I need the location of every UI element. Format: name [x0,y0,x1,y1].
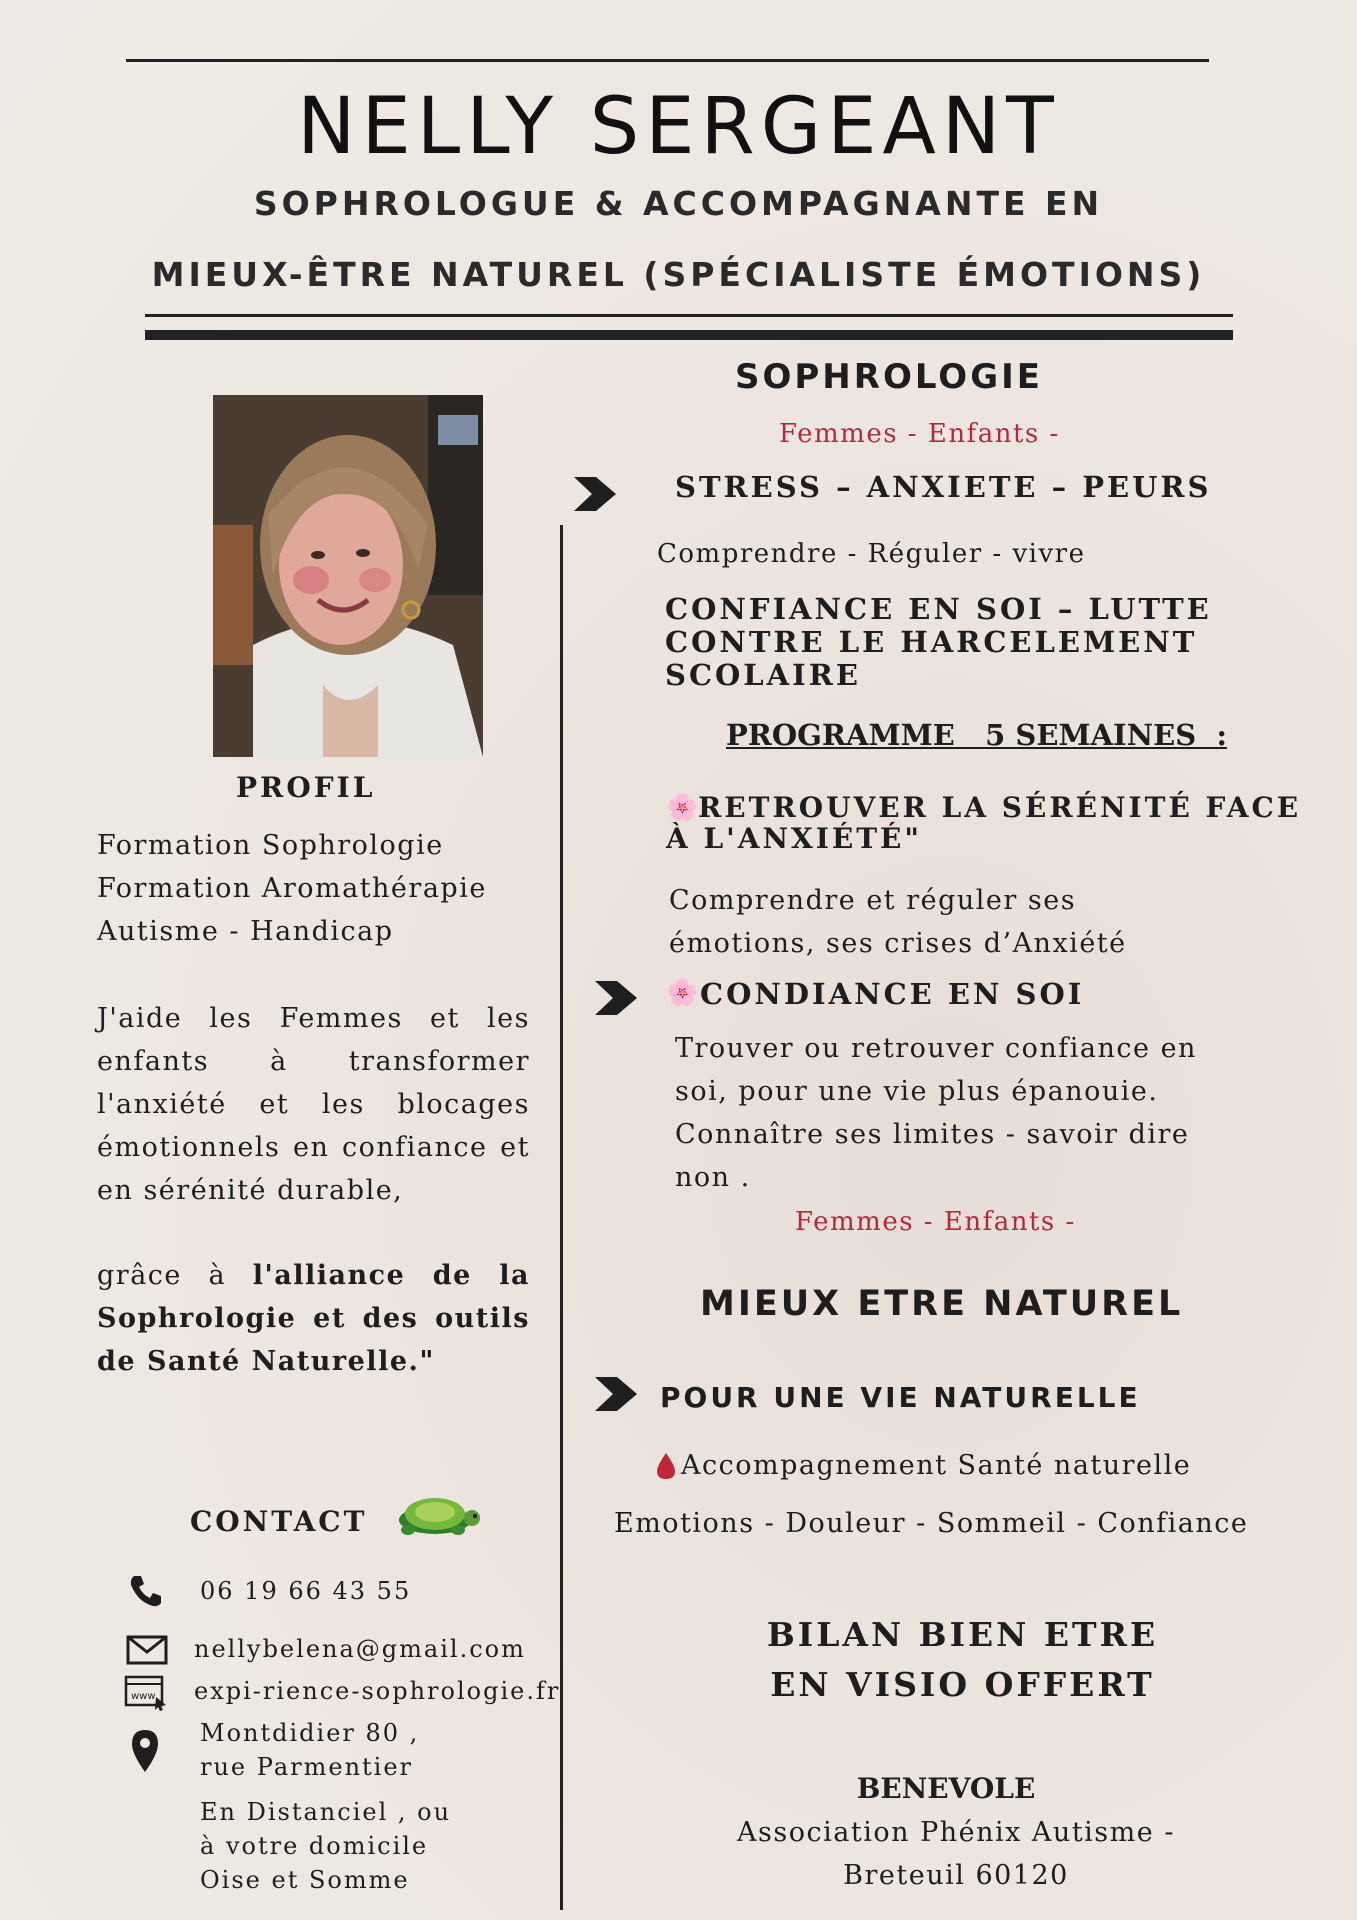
area-line-3: Oise et Somme [200,1866,410,1894]
page-title: NELLY SERGEANT [297,82,1060,172]
benevole-line-2: Breteuil 60120 [843,1860,1069,1891]
serenite-line-2: À L'ANXIÉTÉ" [666,822,922,855]
confiance-line-1: CONFIANCE EN SOI – LUTTE [665,592,1212,626]
turtle-icon [388,1490,482,1542]
chevron-right-icon [572,475,618,513]
profile-paragraph: J'aide les Femmes et les enfants à transformer l'anxiété et les blocages émotionnels en confiance et en sérénité durable, [97,1003,530,1206]
accompagnement-text: Accompagnement Santé naturelle [681,1450,1192,1481]
website-address[interactable]: expi-rience-sophrologie.fr [194,1677,561,1705]
stress-description: Comprendre - Réguler - vivre [657,539,1086,569]
condiance-desc-line-2: soi, pour une vie plus épanouie. [675,1076,1159,1107]
contact-title: CONTACT [190,1505,368,1538]
flower-icon: 🌸 [666,793,699,823]
header-rule-thick [145,330,1233,340]
themes-text: Emotions - Douleur - Sommeil - Confiance [614,1508,1249,1539]
address-line-2: rue Parmentier [200,1753,414,1781]
phone-number[interactable]: 06 19 66 43 55 [200,1577,412,1605]
profile-title: PROFIL [236,771,376,804]
svg-text:www: www [131,1691,156,1702]
serenite-desc-line-2: émotions, ses crises d’Anxiété [669,928,1127,959]
serenite-desc-line-1: Comprendre et réguler ses [669,885,1077,916]
chevron-right-icon-3 [593,1375,639,1413]
location-icon [130,1728,160,1778]
sophrologie-title: SOPHROLOGIE [735,357,1043,397]
address-line-1: Montdidier 80 , [200,1719,420,1747]
subtitle-line-1: SOPHROLOGUE & ACCOMPAGNANTE EN [253,184,1104,223]
sophrologie-audience: Femmes - Enfants - [779,419,1060,449]
benevole-title: BENEVOLE [856,1772,1036,1805]
condiance-desc-line-4: non . [675,1162,751,1193]
profile-closing-bold: l'alliance de la Sophrologie et des outils de Santé Naturelle." [97,1260,531,1377]
confiance-line-3: SCOLAIRE [665,658,861,692]
condiance-desc-line-1: Trouver ou retrouver confiance en [675,1033,1197,1064]
website-icon [124,1675,168,1715]
top-rule [126,59,1209,62]
stress-title: STRESS – ANXIETE – PEURS [675,470,1212,504]
profile-closing-prefix: grâce à [97,1260,253,1291]
email-address[interactable]: nellybelena@gmail.com [194,1635,526,1663]
bilan-offer [740,1610,1185,1710]
mieux-etre-title: MIEUX ETRE NATUREL [700,1284,1184,1324]
email-icon [126,1635,168,1669]
profile-line-3: Autisme - Handicap [97,916,394,947]
profile-line-1: Formation Sophrologie [97,830,444,861]
sophrologie-audience-2: Femmes - Enfants - [795,1207,1076,1237]
profile-photo-illustration [213,395,483,757]
drop-icon [656,1452,676,1484]
bilan-line-1: BILAN BIEN ETRE [766,1615,1159,1654]
profile-photo [213,395,483,757]
benevole-line-1: Association Phénix Autisme - [737,1817,1175,1848]
profile-line-2: Formation Aromathérapie [97,873,487,904]
header-rule-thin [145,314,1233,317]
vie-naturelle-title: POUR UNE VIE NATURELLE [660,1381,1141,1414]
phone-icon [128,1573,164,1613]
area-line-2: à votre domicile [200,1832,429,1860]
subtitle-line-2: MIEUX-ÊTRE NATUREL (SPÉCIALISTE ÉMOTIONS) [151,255,1206,294]
flower-icon-2: 🌸 [666,978,699,1008]
programme-heading: PROGRAMME 5 SEMAINES : [726,718,1228,752]
profile-closing [97,1254,530,1383]
confiance-line-2: CONTRE LE HARCELEMENT [665,625,1198,659]
condiance-desc-line-3: Connaître ses limites - savoir dire [675,1119,1190,1150]
area-line-1: En Distanciel , ou [200,1798,452,1826]
column-divider [560,525,563,1910]
condiance-title: CONDIANCE EN SOI [700,977,1085,1011]
serenite-line-1: RETROUVER LA SÉRÉNITÉ FACE [698,791,1302,824]
bilan-line-2: EN VISIO OFFERT [770,1665,1155,1704]
chevron-right-icon-2 [593,979,639,1017]
